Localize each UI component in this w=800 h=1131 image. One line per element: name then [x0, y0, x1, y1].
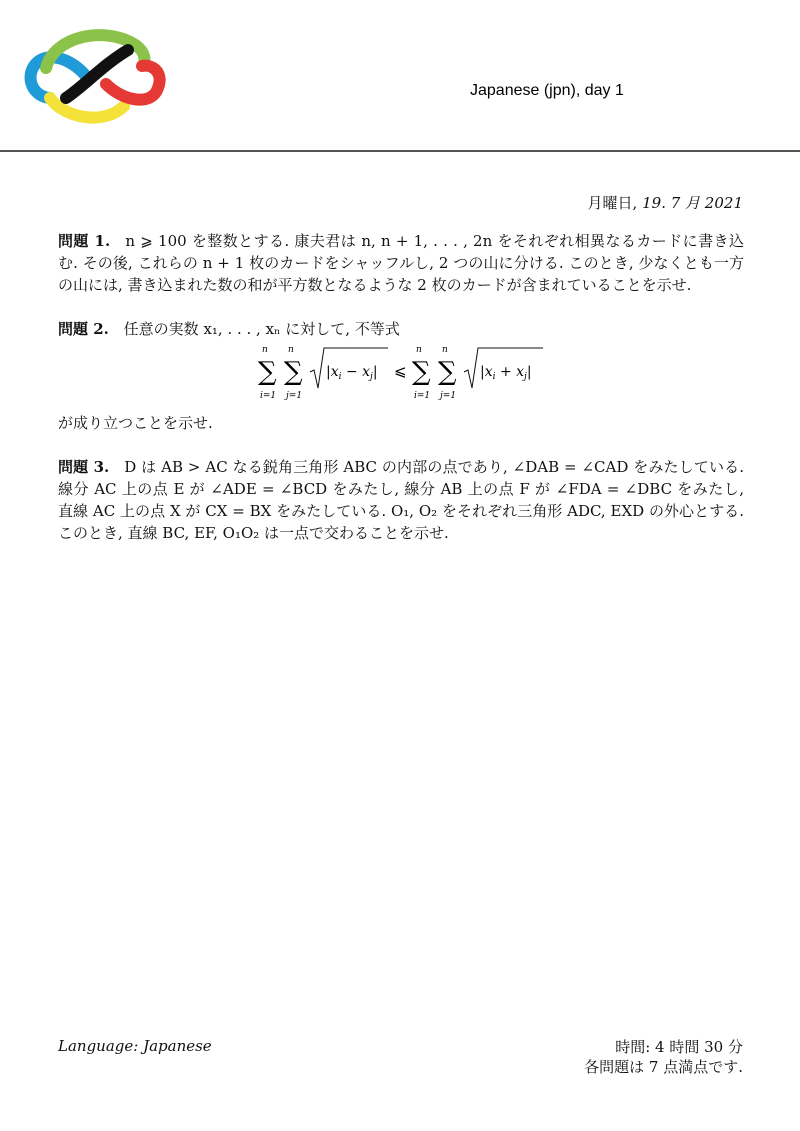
- exam-date: [588, 192, 743, 213]
- svg-text:∑: ∑: [258, 357, 277, 387]
- problem-2-tail: が成り立つことを示せ.: [58, 414, 213, 432]
- problem-3-text: D は AB > AC なる鋭角三角形 ABC の内部の点であり, ∠DAB = ∠CAD をみたしている. 線分 AC 上の点 E が ∠ADE = ∠BCD をみたし, 線分 AB 上の点 F が ∠FDA = ∠DBC をみたし, 直線 AC 上の点 X が CX = BX をみたしている. O₁, O₂ をそれぞれ三角形 ADC, EXD の外心とする. このとき, 直線 BC, EF, O₁O₂ は一点で交わることを示せ.: [58, 458, 744, 542]
- svg-text:j=1: j=1: [440, 391, 457, 401]
- problem-3-label: 問題 3.: [58, 458, 110, 476]
- svg-text:∑: ∑: [284, 357, 303, 387]
- svg-text:i=1: i=1: [260, 391, 277, 401]
- footer-language: Language: Japanese: [58, 1037, 212, 1055]
- inequality-formula: [258, 342, 548, 406]
- svg-text:|xi + xj|: $|x_i + x_j|$: [480, 364, 532, 382]
- date-text: 19. 7 月 2021: [642, 194, 743, 212]
- svg-text:j=1: j=1: [286, 391, 303, 401]
- svg-text:n: n: [442, 345, 448, 355]
- footer-points: 各問題は 7 点満点です.: [584, 1058, 743, 1076]
- header-divider: [0, 150, 800, 152]
- imo-logo: [24, 26, 166, 126]
- footer-exam-info: [584, 1037, 743, 1077]
- footer-time: 時間: 4 時間 30 分: [615, 1038, 743, 1056]
- problem-2-inequality: [58, 342, 744, 406]
- problem-list: [58, 230, 744, 566]
- problem-2-intro: 任意の実数 x₁, . . . , xₙ に対して, 不等式: [123, 320, 400, 338]
- svg-text:n: n: [416, 345, 422, 355]
- svg-text:n: n: [262, 345, 268, 355]
- header-title: Japanese (jpn), day 1: [470, 82, 624, 99]
- svg-text:∑: ∑: [412, 357, 431, 387]
- svg-text:n: n: [288, 345, 294, 355]
- problem-1: [58, 230, 744, 296]
- svg-text:|xi − xj|: $|x_i - x_j|$: [326, 364, 378, 382]
- svg-text:∑: ∑: [438, 357, 457, 387]
- problem-3: [58, 456, 744, 544]
- page-header: [0, 0, 800, 152]
- problem-2: [58, 318, 744, 434]
- svg-text:i=1: i=1: [414, 391, 431, 401]
- inequality-operator: ⩽: [394, 362, 407, 380]
- problem-2-label: 問題 2.: [58, 320, 109, 338]
- problem-1-text: n ⩾ 100 を整数とする. 康夫君は n, n + 1, . . . , 2n をそれぞれ相異なるカードに書き込む. その後, これらの n + 1 枚のカードをシャッフルし, 2 つの山に分ける. このとき, 少なくとも一方の山には, 書き込まれた数の和が平方数となるような 2 枚のカードが含まれていることを示せ.: [58, 232, 744, 294]
- problem-1-label: 問題 1.: [58, 232, 111, 250]
- problem-2-intro-line: [58, 318, 744, 340]
- date-day: 月曜日,: [587, 194, 638, 212]
